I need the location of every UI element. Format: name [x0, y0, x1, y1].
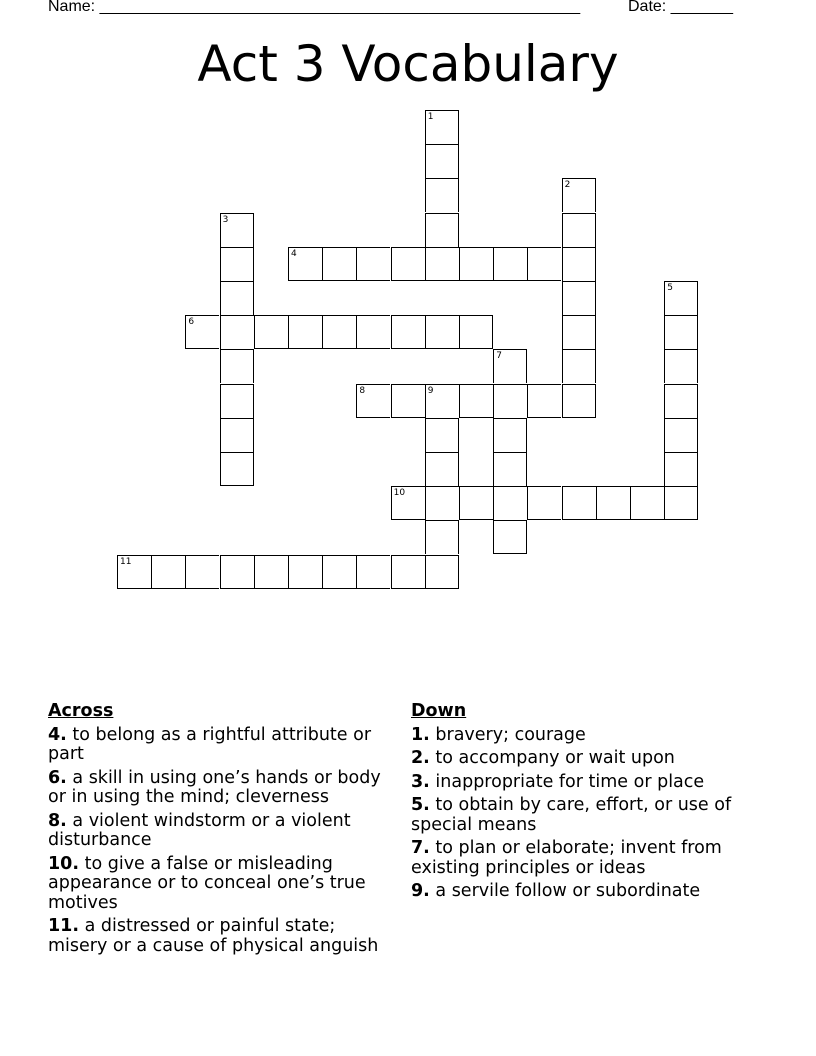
grid-cell[interactable] — [185, 315, 219, 349]
across-clue — [48, 769, 393, 808]
grid-cell[interactable] — [220, 452, 254, 486]
grid-cell[interactable] — [459, 384, 493, 418]
clue-text: to plan or elaborate; invent from existing principles or ideas — [411, 838, 722, 878]
grid-cell[interactable] — [459, 315, 493, 349]
clue-text: to obtain by care, effort, or use of special means — [411, 795, 732, 835]
clue-text: to belong as a rightful attribute or part — [48, 724, 372, 764]
grid-cell[interactable] — [220, 247, 254, 281]
grid-cell[interactable] — [664, 281, 698, 315]
grid-cell[interactable] — [425, 520, 459, 554]
grid-cell[interactable] — [562, 315, 596, 349]
clue-number: 8. — [48, 810, 67, 831]
grid-cell[interactable] — [322, 315, 356, 349]
grid-cell[interactable] — [322, 555, 356, 589]
down-clue — [411, 882, 771, 902]
clue-number: 9. — [411, 881, 430, 901]
grid-cell[interactable] — [425, 247, 459, 281]
name-field[interactable]: Name: ______________________________________________________ — [48, 0, 581, 15]
grid-cell[interactable] — [356, 315, 390, 349]
clue-number-label: 7 — [496, 351, 502, 362]
clue-number-label: 8 — [359, 385, 366, 396]
grid-cell[interactable] — [596, 486, 630, 520]
clue-text: a distressed or painful state; misery or a cause of physical anguish — [48, 916, 379, 956]
clue-text: to give a false or misleading appearance or to conceal one’s true motives — [48, 853, 366, 913]
across-clue — [48, 917, 393, 956]
grid-cell[interactable] — [254, 315, 288, 349]
clue-text: to accompany or wait upon — [435, 748, 675, 768]
grid-cell[interactable] — [151, 555, 185, 589]
clue-number: 1. — [411, 724, 430, 745]
grid-cell[interactable] — [664, 384, 698, 418]
clue-number-label: 5 — [667, 283, 673, 293]
grid-cell[interactable] — [425, 110, 459, 144]
page-title: Act 3 Vocabulary — [197, 35, 619, 93]
grid-cell[interactable] — [391, 315, 425, 349]
clue-number: 5. — [411, 795, 430, 815]
clue-number-label: 6 — [188, 317, 195, 328]
clue-text: bravery; courage — [435, 724, 586, 745]
grid-cell[interactable] — [220, 418, 254, 452]
grid-cell[interactable] — [117, 555, 151, 589]
grid-cell[interactable] — [493, 452, 527, 486]
down-clues — [411, 702, 771, 906]
grid-cell[interactable] — [391, 384, 425, 418]
grid-cell[interactable] — [322, 247, 356, 281]
grid-cell[interactable] — [493, 520, 527, 554]
grid-cell[interactable] — [425, 384, 459, 418]
grid-cell[interactable] — [356, 384, 390, 418]
across-clue — [48, 812, 393, 851]
grid-cell[interactable] — [425, 315, 459, 349]
grid-cell[interactable] — [493, 418, 527, 452]
down-clue — [411, 726, 771, 746]
grid-cell[interactable] — [425, 178, 459, 212]
clue-number: 11. — [48, 916, 80, 936]
grid-cell[interactable] — [562, 247, 596, 281]
clue-text: a servile follow or subordinate — [435, 881, 701, 901]
across-clue — [48, 726, 393, 765]
grid-cell[interactable] — [527, 247, 561, 281]
grid-cell[interactable] — [254, 555, 288, 589]
clue-number: 4. — [48, 724, 67, 745]
grid-cell[interactable] — [425, 452, 459, 486]
grid-cell[interactable] — [664, 349, 698, 383]
grid-cell[interactable] — [185, 555, 219, 589]
grid-cell[interactable] — [288, 315, 322, 349]
down-clue — [411, 839, 771, 878]
clue-text: a skill in using one’s hands or body or in using the mind; cleverness — [48, 767, 381, 807]
grid-cell[interactable] — [562, 384, 596, 418]
grid-cell[interactable] — [664, 452, 698, 486]
grid-cell[interactable] — [391, 486, 425, 520]
clue-number: 2. — [411, 748, 430, 768]
grid-cell[interactable] — [562, 281, 596, 315]
down-heading: Down — [411, 701, 467, 721]
grid-cell[interactable] — [288, 247, 322, 281]
grid-cell[interactable] — [493, 349, 527, 383]
grid-cell[interactable] — [220, 281, 254, 315]
grid-cell[interactable] — [527, 486, 561, 520]
grid-cell[interactable] — [220, 384, 254, 418]
grid-cell[interactable] — [493, 384, 527, 418]
grid-cell[interactable] — [220, 555, 254, 589]
grid-cell[interactable] — [425, 144, 459, 178]
clue-text: a violent windstorm or a violent disturbance — [48, 810, 351, 850]
grid-cell[interactable] — [391, 555, 425, 589]
clue-number: 7. — [411, 838, 430, 858]
grid-cell[interactable] — [562, 213, 596, 247]
clue-text: inappropriate for time or place — [435, 771, 705, 792]
grid-cell[interactable] — [493, 247, 527, 281]
grid-cell[interactable] — [220, 349, 254, 383]
clue-number: 3. — [411, 771, 430, 792]
grid-cell[interactable] — [664, 315, 698, 349]
across-clue — [48, 855, 393, 914]
grid-cell[interactable] — [630, 486, 664, 520]
down-clue — [411, 749, 771, 769]
grid-cell[interactable] — [459, 247, 493, 281]
grid-cell[interactable] — [288, 555, 322, 589]
grid-cell[interactable] — [459, 486, 493, 520]
across-heading: Across — [48, 701, 114, 721]
grid-cell[interactable] — [425, 486, 459, 520]
clue-number-label: 4 — [291, 248, 297, 259]
clue-number-label: 2 — [564, 180, 571, 191]
grid-cell[interactable] — [425, 418, 459, 452]
across-clues — [48, 702, 393, 960]
down-clue — [411, 773, 771, 793]
grid-cell[interactable] — [562, 178, 596, 212]
grid-cell[interactable] — [220, 213, 254, 247]
clue-number-label: 10 — [393, 488, 406, 499]
grid-cell[interactable] — [220, 315, 254, 349]
clue-number-label: 11 — [120, 556, 132, 567]
clue-number: 6. — [48, 767, 67, 788]
grid-cell[interactable] — [425, 555, 459, 589]
grid-cell[interactable] — [391, 247, 425, 281]
grid-cell[interactable] — [664, 418, 698, 452]
grid-cell[interactable] — [562, 486, 596, 520]
grid-cell[interactable] — [664, 486, 698, 520]
clue-number: 10. — [48, 853, 80, 874]
grid-cell[interactable] — [356, 555, 390, 589]
clue-number-label: 3 — [222, 214, 229, 225]
grid-cell[interactable] — [425, 213, 459, 247]
clue-number-label: 1 — [427, 112, 434, 122]
date-field[interactable]: Date: _______ — [628, 0, 733, 15]
grid-cell[interactable] — [562, 349, 596, 383]
grid-cell[interactable] — [527, 384, 561, 418]
clue-number-label: 9 — [427, 385, 434, 396]
grid-cell[interactable] — [493, 486, 527, 520]
down-clue — [411, 796, 771, 835]
grid-cell[interactable] — [356, 247, 390, 281]
